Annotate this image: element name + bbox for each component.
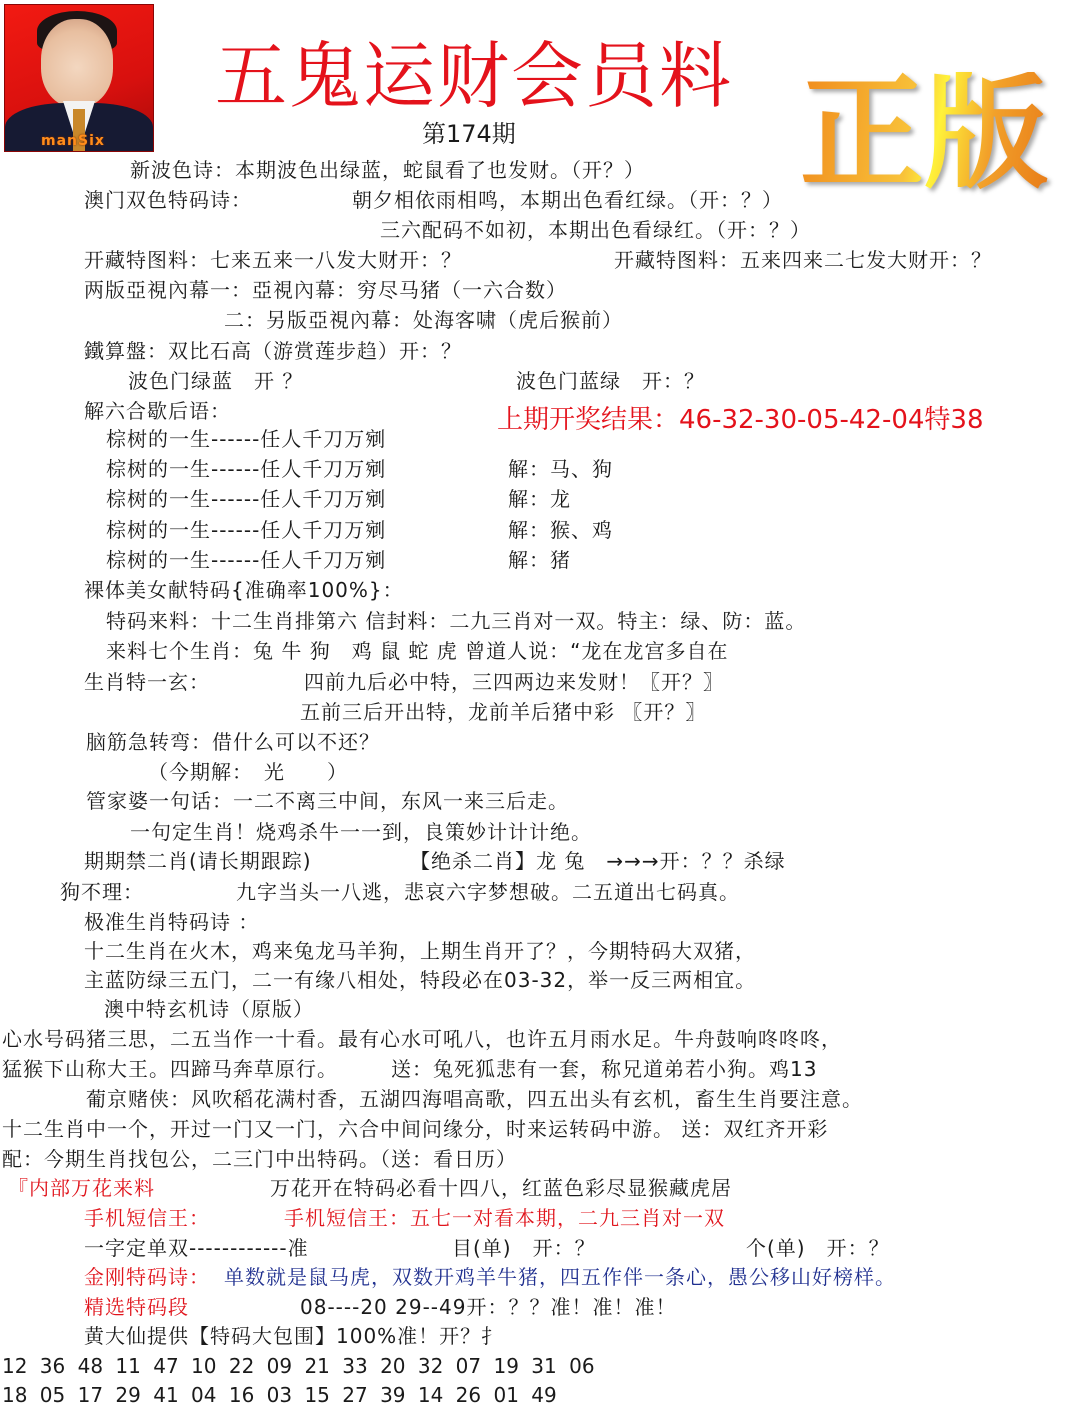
jingang-value: 单数就是鼠马虎，双数开鸡羊牛猪，四五作伴一条心，愚公移山好榜样。 xyxy=(224,1265,896,1289)
macau-poem-line-2: 三六配码不如初，本期出色看绿红。（开：？） xyxy=(380,218,811,242)
wave-door-left: 波色门绿蓝 开 ？ xyxy=(128,369,304,393)
twelve-zodiac-line: 十二生肖中一个，开过一门又一门，六合中间问缘分，时来运转码中游。 送：双红齐开彩 xyxy=(2,1117,829,1141)
portrait-watermark: manSix xyxy=(41,133,105,149)
wanhua-value: 万花开在特码必看十四八，红蓝色彩尽显猴藏虎居 xyxy=(270,1176,732,1200)
kaizang-right: 开藏特图料：五来四来二七发大财开：？ xyxy=(614,248,992,272)
pei-line: 配：今期生肖找包公，二三门中出特码。（送：看日历） xyxy=(2,1147,517,1171)
putao-line: 葡京赌侠：风吹稻花满村香，五湖四海唱高歌，四五出头有玄机，畜生生肖要注意。 xyxy=(86,1087,863,1111)
sms-value: 手机短信王：五七一对看本期，二九三肖对一双 xyxy=(284,1206,725,1230)
housekeeper-line: 管家婆一句话：一二不离三中间，东风一来三后走。 xyxy=(86,789,569,813)
accurate-poem-label: 极准生肖特码诗 ： xyxy=(84,910,260,934)
macau-poem-line-1: 朝夕相依雨相鸣，本期出色看红绿。（开：？） xyxy=(352,188,783,212)
riddle-answer: 解：猪 xyxy=(508,548,571,572)
riddle-row: 棕树的一生------任人千刀万剜 xyxy=(106,457,387,481)
nude-tema-label: 裸体美女献特码{准确率100%}： xyxy=(84,578,404,602)
dog-value: 九字当头一八逃，悲哀六字梦想破。二五道出七码真。 xyxy=(236,880,740,904)
yashi-line-1: 两版亞視內幕一：亞視內幕：穷尽马猪（一六合数） xyxy=(84,278,567,302)
dog-label: 狗不理： xyxy=(60,880,144,904)
number-row-1: 12 36 48 11 47 10 22 09 21 33 20 32 07 19 31 06 xyxy=(2,1354,595,1378)
one-sentence-line: 一句定生肖！烧鸡杀牛一一到，良策妙计计计绝。 xyxy=(130,820,592,844)
genuine-stamp: 正版 xyxy=(800,61,1049,206)
aozhong-label: 澳中特玄机诗（原版） xyxy=(104,997,314,1021)
portrait-face xyxy=(41,19,113,107)
jingang-label: 金刚特码诗： xyxy=(84,1265,210,1289)
wanhua-label: 『内部万花来料 xyxy=(8,1176,155,1200)
huang-daxian-line: 黄大仙提供【特码大包围】100%准！开？扌 xyxy=(84,1324,503,1348)
riddle-row: 棕树的一生------任人千刀万剜 xyxy=(106,427,387,451)
select-value: 08----20 29--49开：？？准！准！准！ xyxy=(300,1295,677,1319)
riddle-row: 棕树的一生------任人千刀万剜 xyxy=(106,518,387,542)
kaizang-left: 开藏特图料：七来五来一八发大财开：？ xyxy=(84,248,462,272)
seven-zodiac-line: 来料七个生肖：兔 牛 狗 鸡 鼠 蛇 虎 曾道人说：“龙在龙宫多自在 xyxy=(106,639,729,663)
xiehouyu-label: 解六合歇后语： xyxy=(84,399,231,423)
riddle-row: 棕树的一生------任人千刀万剜 xyxy=(106,548,387,572)
yashi-line-2: 二：另版亞視內幕：处海客啸（虎后猴前） xyxy=(224,308,623,332)
tens-digit: 目(单) 开：？ xyxy=(452,1236,596,1260)
ban-two-label: 期期禁二肖(请长期跟踪) xyxy=(84,849,312,873)
riddle-row: 棕树的一生------任人千刀万剜 xyxy=(106,487,387,511)
sms-label: 手机短信王： xyxy=(84,1206,210,1230)
single-double-label: 一字定单双------------准 xyxy=(84,1236,309,1260)
ban-two-value: 【绝杀二肖】龙 兔 →→→开：？？杀绿 xyxy=(410,849,786,873)
accurate-poem-line-2: 主蓝防绿三五门，二一有缘八相处，特段必在03-32，举一反三两相宜。 xyxy=(84,968,757,992)
riddle-answer: 解：龙 xyxy=(508,487,571,511)
number-row-2: 18 05 17 29 41 04 16 03 15 27 39 14 26 01 49 xyxy=(2,1383,557,1407)
shengxiao-line-1: 四前九后必中特，三四两边来发财！〖开？〗 xyxy=(304,670,724,694)
accurate-poem-line-1: 十二生肖在火木，鸡来兔龙马羊狗，上期生肖开了？，今期特码大双猪， xyxy=(84,939,756,963)
tema-source-line: 特码来料：十二生肖排第六 信封料：二九三肖对一双。特主：绿、防：蓝。 xyxy=(106,609,807,633)
aozhong-line-1: 心水号码猪三思，二五当作一十看。最有心水可吼八，也许五月雨水足。牛舟鼓响咚咚咚， xyxy=(2,1027,842,1051)
select-label: 精选特码段 xyxy=(84,1295,189,1319)
brain-teaser-answer: （今期解： 光 ） xyxy=(148,760,348,784)
riddle-answer: 解：马、狗 xyxy=(508,457,613,481)
aozhong-line-2: 猛猴下山称大王。四蹄马奔草原行。 送：兔死狐悲有一套，称兄道弟若小狗。鸡13 xyxy=(2,1057,818,1081)
brain-teaser: 脑筋急转弯：借什么可以不还？ xyxy=(86,730,380,754)
units-digit: 个(单) 开：？ xyxy=(746,1236,890,1260)
macau-poem-label: 澳门双色特码诗： xyxy=(84,188,252,212)
page-title: 五鬼运财会员料 xyxy=(215,34,734,118)
new-wave-poem: 新波色诗：本期波色出绿蓝，蛇鼠看了也发财。（开？） xyxy=(130,158,645,182)
wave-door-right: 波色门蓝绿 开：？ xyxy=(516,369,705,393)
issue-number: 第174期 xyxy=(422,120,516,148)
portrait-photo xyxy=(4,4,154,152)
riddle-answer: 解：猴、鸡 xyxy=(508,518,613,542)
shengxiao-line-2: 五前三后开出特，龙前羊后猪中彩 〖开？〗 xyxy=(300,700,707,724)
last-draw-result: 上期开奖结果：46-32-30-05-42-04特38 xyxy=(497,405,984,435)
tiesuanpan-line: 鐵算盤：双比石高（游赏莲步趋）开：？ xyxy=(84,339,462,363)
shengxiao-label: 生肖特一玄： xyxy=(84,670,210,694)
